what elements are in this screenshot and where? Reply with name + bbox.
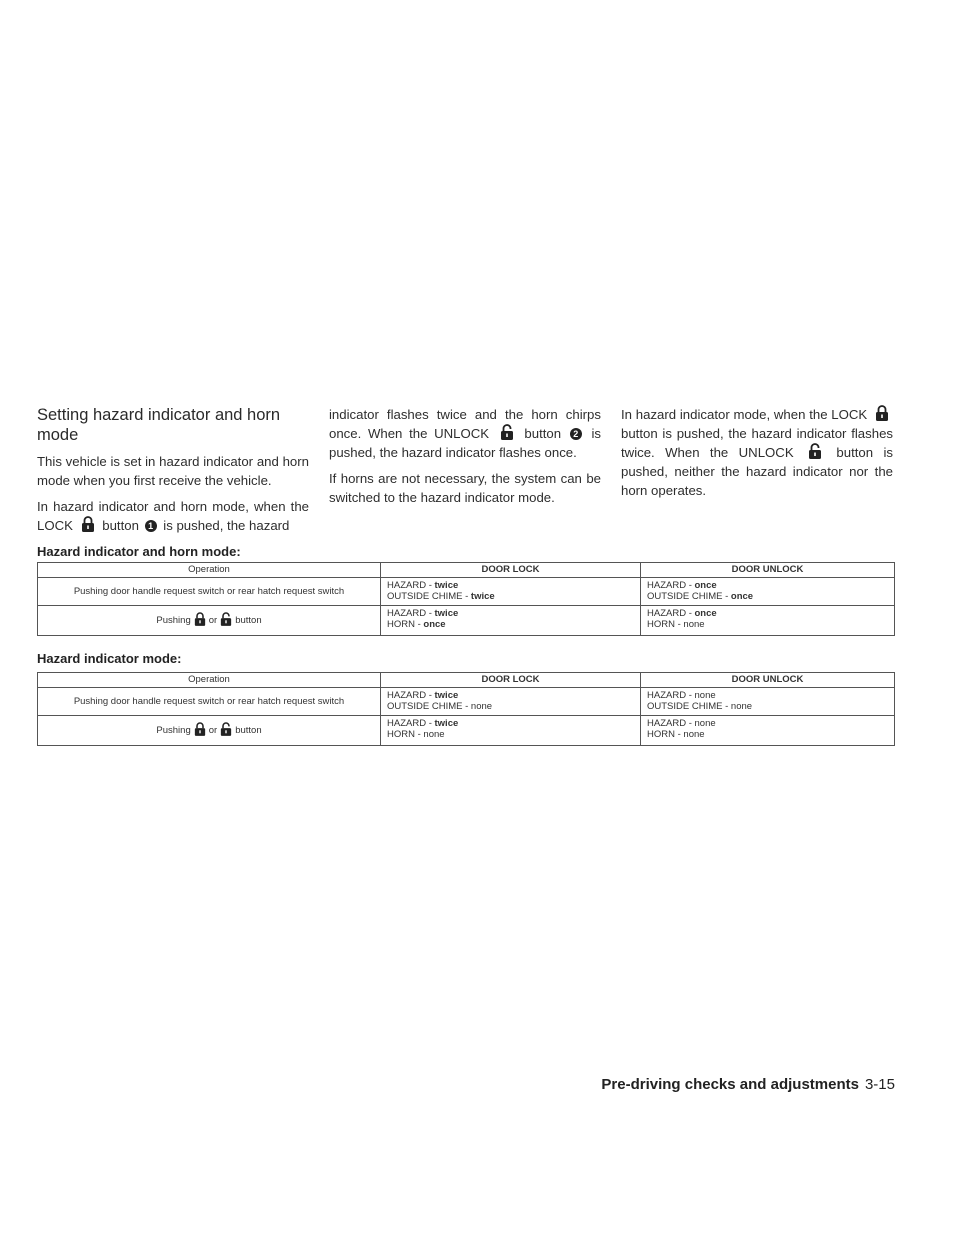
table-header-row	[38, 673, 895, 688]
text-column-2	[329, 405, 601, 514]
door-unlock-cell	[641, 688, 895, 716]
door-lock-cell	[381, 716, 641, 746]
column-header: DOOR UNLOCK	[641, 563, 895, 578]
text-fragment: button is pushed, neither the hazard indicator nor the horn operates.	[621, 445, 893, 498]
text-fragment: indicator flashes twice and the horn chirps once. When the UNLOCK	[329, 407, 601, 441]
section-title-line2: mode	[37, 426, 79, 444]
door-lock-cell	[381, 606, 641, 636]
unlock-icon	[500, 424, 514, 440]
cell-value: HORN - none	[387, 729, 445, 740]
cell-value: once	[694, 580, 717, 591]
text-fragment: button	[235, 725, 262, 736]
cell-value: once	[423, 619, 446, 630]
operation-cell: Pushing door handle request switch or rear hatch request switch	[38, 578, 381, 606]
section-title	[37, 405, 309, 445]
cell-value: OUTSIDE CHIME - none	[647, 701, 753, 712]
section-title-line1: Setting hazard indicator and horn	[37, 406, 281, 424]
table-row	[38, 606, 895, 636]
column-header: DOOR UNLOCK	[641, 673, 895, 688]
cell-value: OUTSIDE CHIME - none	[387, 701, 493, 712]
cell-label: HAZARD -	[387, 580, 435, 591]
door-lock-cell	[381, 578, 641, 606]
cell-label: OUTSIDE CHIME -	[387, 591, 471, 602]
paragraph: This vehicle is set in hazard indicator and horn mode when you first receive the vehicle.	[37, 454, 309, 488]
operation-cell	[38, 716, 381, 746]
hazard-horn-mode-table	[37, 562, 895, 636]
cell-label: HORN -	[387, 619, 424, 630]
column-header: DOOR LOCK	[381, 563, 641, 578]
door-lock-cell	[381, 688, 641, 716]
text-fragment: button	[235, 615, 262, 626]
table-row	[38, 716, 895, 746]
cell-label: HAZARD -	[647, 580, 695, 591]
chapter-title: Pre-driving checks and adjustments	[601, 1076, 859, 1093]
page-number: 3-15	[864, 1076, 895, 1093]
text-fragment: button	[524, 426, 562, 441]
cell-value: HORN - none	[647, 619, 705, 630]
callout-number: 1	[145, 520, 157, 532]
operation-cell: Pushing door handle request switch or rear hatch request switch	[38, 688, 381, 716]
operation-cell	[38, 606, 381, 636]
column-header: DOOR LOCK	[381, 673, 641, 688]
text-fragment: or	[208, 725, 218, 736]
lock-icon	[875, 405, 889, 421]
door-unlock-cell	[641, 578, 895, 606]
cell-value: HAZARD - none	[647, 690, 716, 701]
table-header-row	[38, 563, 895, 578]
text-column-3	[621, 405, 893, 507]
text-fragment: is pushed, the hazard indicator flashes once.	[329, 426, 601, 460]
cell-value: twice	[470, 591, 495, 602]
paragraph	[621, 405, 893, 500]
paragraph	[329, 405, 601, 462]
unlock-icon	[808, 443, 822, 459]
column-header: Operation	[38, 563, 381, 578]
cell-label: HAZARD -	[647, 608, 695, 619]
text-fragment: button is pushed, the hazard indicator flashes twice. When the UNLOCK	[621, 426, 893, 460]
paragraph: If horns are not necessary, the system can be switched to the hazard indicator mode.	[329, 471, 601, 505]
cell-value: twice	[434, 608, 459, 619]
hazard-mode-table	[37, 672, 895, 746]
text-fragment: Pushing	[156, 615, 191, 626]
cell-value: once	[730, 591, 754, 602]
text-fragment: In hazard indicator mode, when the LOCK	[621, 407, 868, 422]
page-footer	[601, 1076, 895, 1093]
unlock-icon	[220, 612, 232, 629]
cell-value: twice	[434, 718, 459, 729]
lock-icon	[81, 516, 95, 532]
cell-value: once	[694, 608, 717, 619]
cell-value: twice	[434, 690, 459, 701]
text-fragment: button	[102, 518, 139, 533]
cell-value: HORN - none	[647, 729, 705, 740]
lock-icon	[194, 612, 206, 629]
cell-label: HAZARD -	[387, 718, 435, 729]
text-column-1	[37, 405, 309, 542]
table-row	[38, 688, 895, 716]
cell-value: HAZARD - none	[647, 718, 716, 729]
callout-number: 2	[570, 428, 582, 440]
text-fragment: or	[208, 615, 218, 626]
cell-label: HAZARD -	[387, 608, 435, 619]
text-fragment: In hazard indicator and horn mode, when the LOCK	[37, 499, 309, 533]
door-unlock-cell	[641, 606, 895, 636]
door-unlock-cell	[641, 716, 895, 746]
table-row	[38, 578, 895, 606]
lock-icon	[194, 722, 206, 739]
column-header: Operation	[38, 673, 381, 688]
unlock-icon	[220, 722, 232, 739]
table-heading: Hazard indicator and horn mode:	[37, 544, 241, 559]
paragraph	[37, 497, 309, 535]
table-heading: Hazard indicator mode:	[37, 651, 182, 666]
cell-value: twice	[434, 580, 459, 591]
text-fragment: is pushed, the hazard	[163, 518, 290, 533]
cell-label: OUTSIDE CHIME -	[647, 591, 731, 602]
cell-label: HAZARD -	[387, 690, 435, 701]
text-fragment: Pushing	[156, 725, 191, 736]
